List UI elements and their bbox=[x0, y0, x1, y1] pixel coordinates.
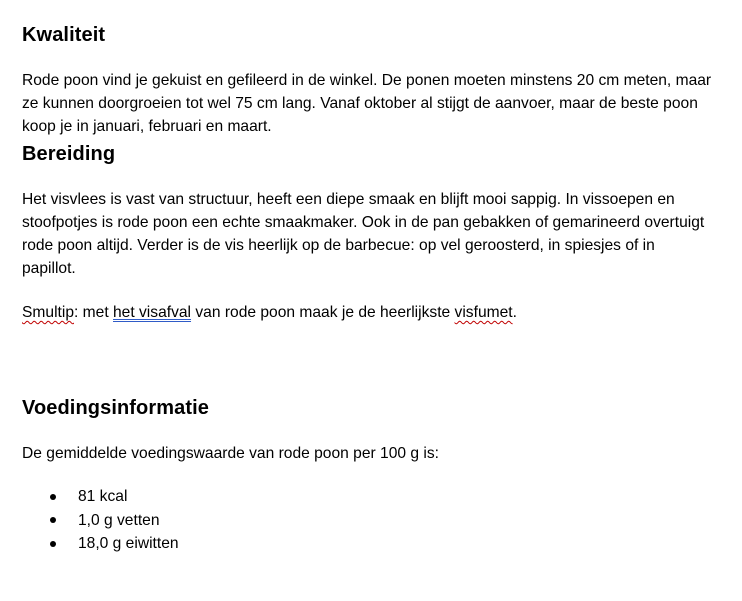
tip-text: . bbox=[512, 304, 517, 321]
list-item-text: 1,0 g vetten bbox=[78, 511, 160, 529]
spelling-flag-visfumet[interactable]: visfumet bbox=[454, 304, 513, 321]
paragraph-smultip bbox=[22, 301, 712, 324]
list-item bbox=[22, 509, 179, 533]
heading-kwaliteit: Kwaliteit bbox=[22, 24, 106, 46]
tip-text: van rode poon maak je de heerlijkste bbox=[191, 304, 455, 321]
list-item-text: 18,0 g eiwitten bbox=[78, 535, 179, 552]
heading-bereiding: Bereiding bbox=[22, 143, 116, 165]
paragraph-voeding-intro: De gemiddelde voedingswaarde van rode poon per 100 g is: bbox=[22, 445, 439, 462]
tip-text: : met bbox=[74, 304, 113, 321]
paragraph-kwaliteit: Rode poon vind je gekuist en gefileerd in de winkel. De ponen moeten minstens 20 cm meten, maar ze kunnen doorgroeien tot wel 75 cm lang. Vanaf oktober al stijgt de aanvoer, maar de beste poon koop je in januari, februari en maart. bbox=[22, 72, 712, 135]
grammar-flag-visafval[interactable]: het visafval bbox=[113, 304, 192, 321]
bullet-icon bbox=[50, 494, 56, 500]
list-item bbox=[22, 485, 179, 509]
heading-voedingsinformatie: Voedingsinformatie bbox=[22, 397, 210, 419]
paragraph-bereiding: Het visvlees is vast van structuur, heeft een diepe smaak en blijft mooi sappig. In vissoepen en stoofpotjes is rode poon een echte smaakmaker. Ook in de pan gebakken of gemarineerd overtuigt rode poon altijd. Verder is de vis heerlijk op de barbecue: op vel geroosterd, in spiesjes of in papillot. bbox=[22, 191, 705, 277]
spelling-flag-smultip[interactable]: Smultip bbox=[22, 304, 74, 321]
list-item bbox=[22, 532, 179, 556]
nutrition-list bbox=[22, 485, 179, 556]
bullet-icon bbox=[50, 517, 56, 523]
list-item-text: 81 kcal bbox=[78, 488, 128, 505]
bullet-icon bbox=[50, 541, 56, 547]
